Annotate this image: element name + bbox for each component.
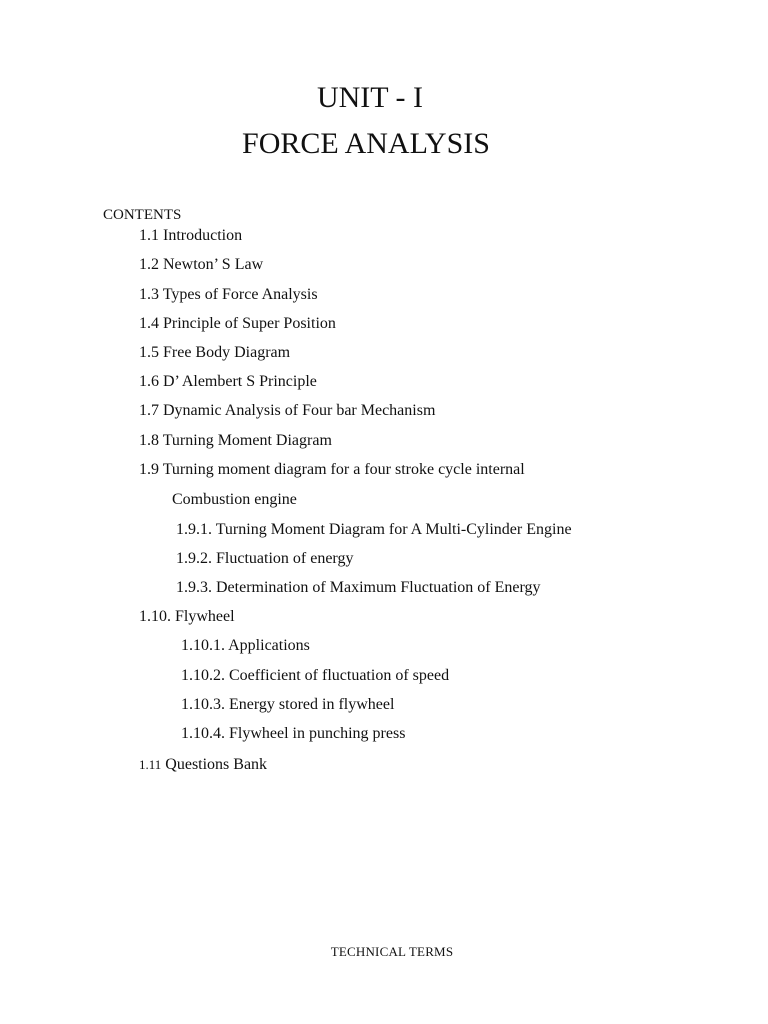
toc-subitem: 1.10.1. Applications <box>181 637 310 654</box>
toc-subitem: 1.9.3. Determination of Maximum Fluctuation of Energy <box>176 579 541 596</box>
toc-item-label: Questions Bank <box>161 756 268 773</box>
toc-item-questions-bank <box>139 755 267 775</box>
toc-item: 1.3 Types of Force Analysis <box>139 286 318 303</box>
toc-item: 1.9 Turning moment diagram for a four stroke cycle internal <box>139 461 525 478</box>
toc-subitem: 1.9.2. Fluctuation of energy <box>176 550 354 567</box>
toc-item-continuation: Combustion engine <box>172 491 297 508</box>
toc-item: 1.5 Free Body Diagram <box>139 344 291 361</box>
toc-subitem: 1.10.3. Energy stored in flywheel <box>181 696 395 713</box>
toc-subitem: 1.10.4. Flywheel in punching press <box>181 725 406 742</box>
toc-item: 1.6 D’ Alembert S Principle <box>139 373 317 390</box>
toc-subitem: 1.9.1. Turning Moment Diagram for A Multi-Cylinder Engine <box>176 521 572 538</box>
footer-text: TECHNICAL TERMS <box>330 944 454 959</box>
toc-item: 1.7 Dynamic Analysis of Four bar Mechanism <box>139 402 436 419</box>
unit-number-title: UNIT - I <box>316 81 424 114</box>
toc-item: 1.2 Newton’ S Law <box>139 256 264 273</box>
toc-item-number: 1.11 <box>139 757 162 772</box>
contents-heading: CONTENTS <box>103 207 182 223</box>
toc-item: 1.1 Introduction <box>139 227 243 244</box>
unit-topic-title: FORCE ANALYSIS <box>242 127 490 160</box>
toc-subitem: 1.10.2. Coefficient of fluctuation of speed <box>181 667 450 684</box>
toc-item: 1.10. Flywheel <box>139 608 235 625</box>
toc-item: 1.8 Turning Moment Diagram <box>139 432 332 449</box>
toc-item: 1.4 Principle of Super Position <box>139 315 336 332</box>
